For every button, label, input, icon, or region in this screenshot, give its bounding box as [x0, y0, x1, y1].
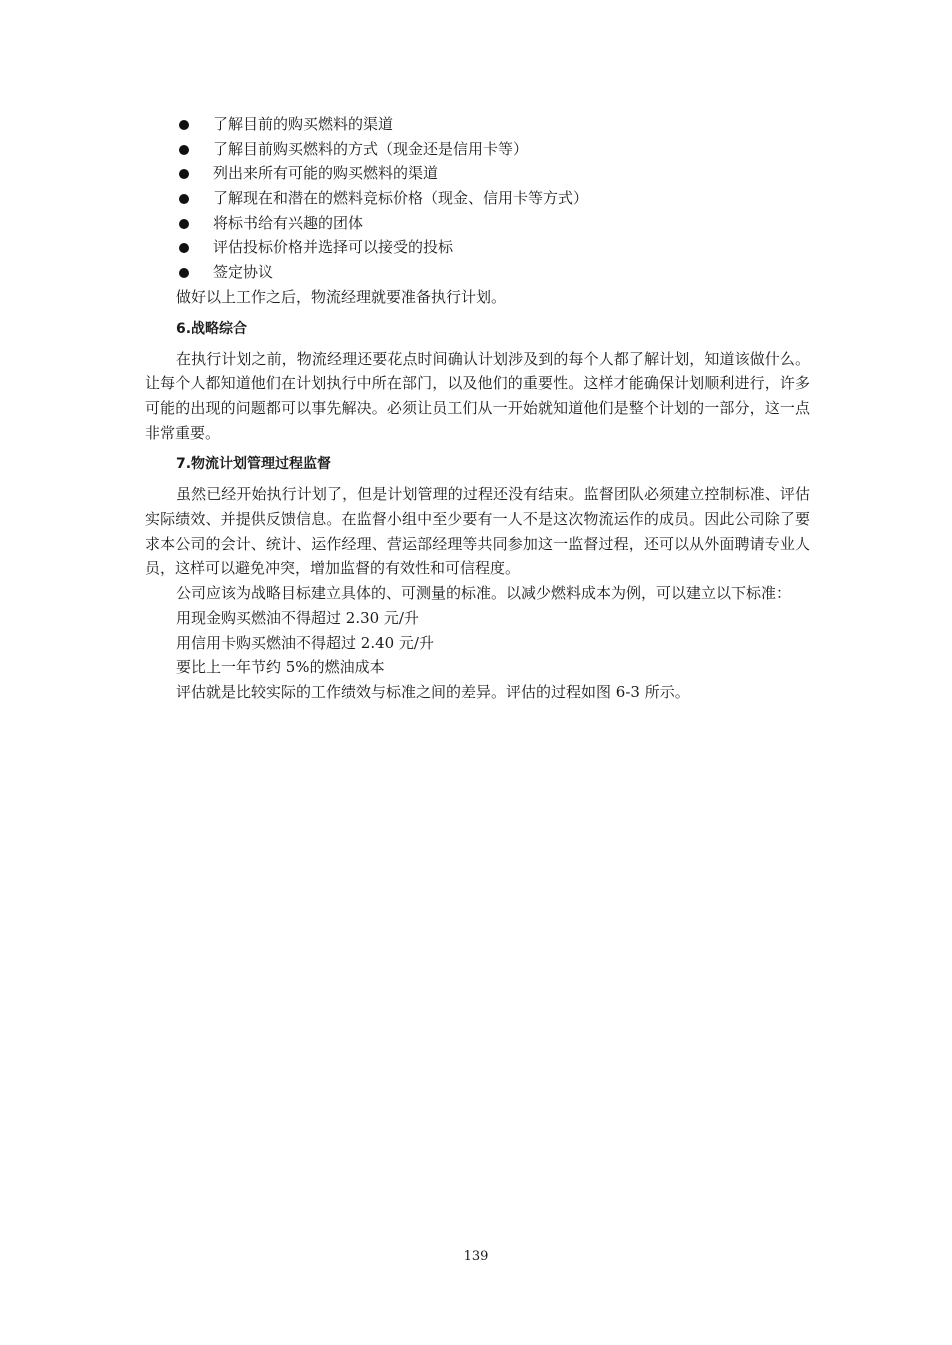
after-bullets-text: 做好以上工作之后，物流经理就要准备执行计划。: [176, 287, 507, 306]
page-content: [145, 112, 810, 705]
bullet-dot-icon: [179, 219, 189, 229]
standard-line: 用现金购买燃油不得超过 2.30 元/升: [176, 608, 419, 627]
bullet-dot-icon: [179, 268, 189, 278]
bullet-dot-icon: [179, 243, 189, 253]
list-item: 了解目前的购买燃料的渠道: [145, 112, 810, 137]
bullet-dot-icon: [179, 169, 189, 179]
standard-line: 用信用卡购买燃油不得超过 2.40 元/升: [176, 633, 434, 652]
section-6-heading: 6.战略综合: [176, 320, 248, 337]
list-item: 签定协议: [145, 260, 810, 285]
bullet-dot-icon: [179, 145, 189, 155]
list-item: 评估投标价格并选择可以接受的投标: [145, 235, 810, 260]
bullet-list: [145, 112, 810, 285]
list-item: 了解目前购买燃料的方式（现金还是信用卡等）: [145, 137, 810, 162]
list-item: 将标书给有兴趣的团体: [145, 211, 810, 236]
section-7-paragraph-1: 虽然已经开始执行计划了，但是计划管理的过程还没有结束。监督团队必须建立控制标准、评估实际绩效、并提供反馈信息。在监督小组中至少要有一人不是这次物流运作的成员。因此公司除了要求本公司的会计、统计、运作经理、营运部经理等共同参加这一监督过程，还可以从外面聘请专业人员，这样可以避免冲突，增加监督的有效性和可信程度。: [145, 485, 810, 578]
bullet-dot-icon: [179, 120, 189, 130]
section-7-paragraph-2: 公司应该为战略目标建立具体的、可测量的标准。以减少燃料成本为例，可以建立以下标准：: [176, 584, 792, 603]
section-7-heading: 7.物流计划管理过程监督: [176, 456, 332, 473]
list-item: 列出来所有可能的购买燃料的渠道: [145, 161, 810, 186]
page-number: 139: [463, 1249, 489, 1264]
list-item: 了解现在和潜在的燃料竞标价格（现金、信用卡等方式）: [145, 186, 810, 211]
section-6-paragraph: 在执行计划之前，物流经理还要花点时间确认计划涉及到的每个人都了解计划，知道该做什么。让每个人都知道他们在计划执行中所在部门，以及他们的重要性。这样才能确保计划顺利进行，许多可能的出现的问题都可以事先解决。必须让员工们从一开始就知道他们是整个计划的一部分，这一点非常重要。: [145, 349, 810, 442]
bullet-dot-icon: [179, 194, 189, 204]
closing-line: 评估就是比较实际的工作绩效与标准之间的差异。评估的过程如图 6-3 所示。: [176, 682, 690, 701]
standard-line: 要比上一年节约 5%的燃油成本: [176, 658, 385, 677]
